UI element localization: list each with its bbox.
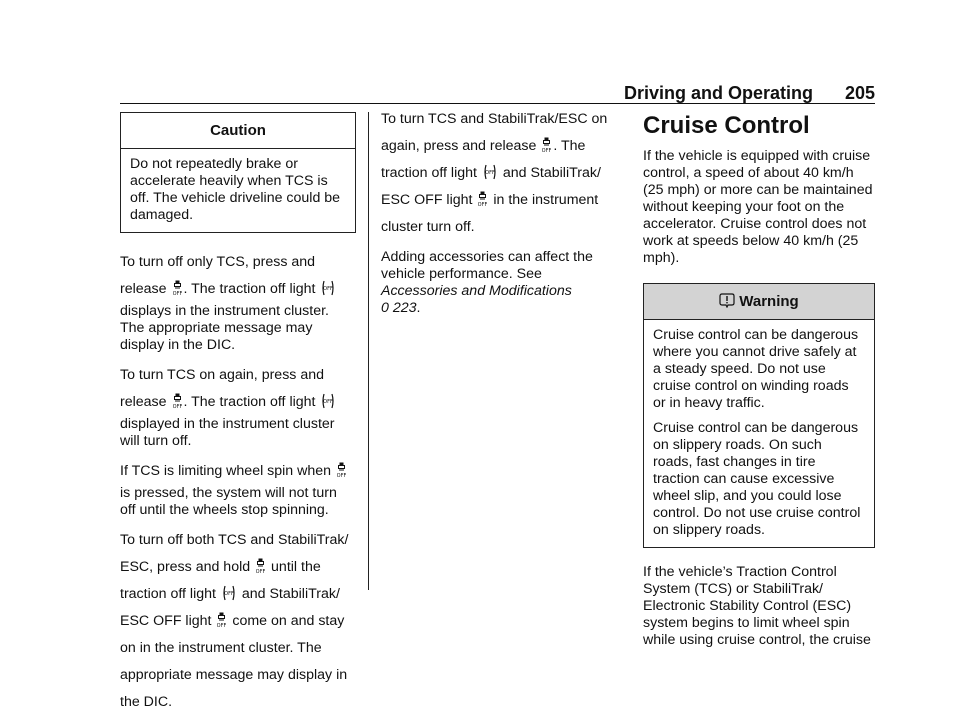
warning-title: Warning: [739, 293, 799, 310]
para-tcs-on: To turn TCS on again, press and release OFF . The traction off light OFF displayed in the instrument cluster will turn off.: [120, 367, 335, 449]
column-3: [643, 112, 875, 657]
tcs-off-button-icon: [173, 280, 182, 296]
traction-off-light-icon: [321, 393, 335, 409]
esc-off-light-icon: [478, 191, 487, 207]
traction-off-light-icon: [222, 585, 236, 601]
svg-text:OFF: OFF: [172, 404, 182, 409]
section-title: Driving and Operating: [623, 83, 813, 103]
para-tcs-esc-off: To turn off both TCS and StabiliTrak/ ESC, press and hold OFF until the traction off light OFF and StabiliTrak/ ESC OFF light OFF come on and stay on in the instrument cluster. The appropriate message may display in the DIC.: [120, 532, 349, 710]
traction-off-light-icon: [321, 280, 335, 296]
tcs-off-button-icon: [256, 558, 265, 574]
svg-text:OFF: OFF: [478, 202, 488, 207]
svg-text:OFF: OFF: [323, 399, 334, 405]
caution-title: Caution: [121, 113, 355, 149]
column-1: [120, 112, 356, 724]
para-cruise-tcs: If the vehicle’s Traction Control System (TCS) or StabiliTrak/ Electronic Stability Control (ESC) system begins to limit wheel spin while using cruise control, the cruise: [643, 564, 871, 648]
svg-text:OFF: OFF: [337, 473, 347, 478]
warning-icon: [719, 293, 735, 308]
warning-text-2: Cruise control can be dangerous on slippery roads. On such roads, fast changes in tire traction can cause excessive wheel slip, and you could lose control. Do not use cruise control on slippery roads.: [653, 420, 861, 538]
warning-text-1: Cruise control can be dangerous where you cannot drive safely at a steady speed. Do not use cruise control on winding roads or in heavy traffic.: [653, 327, 859, 411]
svg-text:OFF: OFF: [224, 591, 234, 597]
tcs-off-button-icon: [542, 137, 551, 153]
cross-reference-page[interactable]: 0 223: [381, 300, 417, 316]
section-heading: Cruise Control: [643, 112, 810, 139]
caution-text: Do not repeatedly brake or accelerate heavily when TCS is off. The vehicle driveline could be damaged.: [130, 156, 341, 223]
para-tcs-off: To turn off only TCS, press and release OFF . The traction off light OFF displays in the instrument cluster. The appropriate message may display in the DIC.: [120, 249, 356, 354]
svg-text:OFF: OFF: [217, 623, 227, 628]
svg-text:OFF: OFF: [256, 569, 266, 574]
esc-off-light-icon: [217, 612, 226, 628]
para-tcs-esc-on: To turn TCS and StabiliTrak/ESC on again, press and release OFF . The traction off light OFF and StabiliTrak/ ESC OFF light OFF in the instrument cluster turn off.: [381, 111, 608, 235]
page-header: [120, 80, 875, 102]
page-number: 205: [844, 83, 875, 103]
para-cruise-intro: If the vehicle is equipped with cruise control, a speed of about 40 km/h (25 mph) or more can be maintained without keeping your foot on the accelerator. Cruise control does not work at speeds below 40 km/h (25 mph).: [643, 148, 873, 266]
svg-text:OFF: OFF: [323, 286, 334, 292]
traction-off-light-icon: [483, 164, 497, 180]
caution-box: [120, 112, 356, 233]
svg-text:OFF: OFF: [172, 291, 182, 296]
column-2: [381, 112, 617, 325]
para-tcs-limiting: If TCS is limiting wheel spin when OFF is pressed, the system will not turn off until the wheels stop spinning.: [120, 463, 347, 518]
tcs-off-button-icon: [337, 462, 346, 478]
cross-reference-link[interactable]: Accessories and Modifications: [381, 283, 572, 299]
column-divider: [368, 112, 369, 590]
svg-text:OFF: OFF: [485, 170, 495, 176]
warning-box: [643, 283, 875, 548]
tcs-off-button-icon: [173, 393, 182, 409]
svg-text:OFF: OFF: [542, 148, 552, 153]
header-rule: [120, 103, 875, 104]
para-accessories: Adding accessories can affect the vehicle performance. See Accessories and Modifications 0 223.: [381, 249, 593, 316]
warning-header: [644, 284, 874, 320]
